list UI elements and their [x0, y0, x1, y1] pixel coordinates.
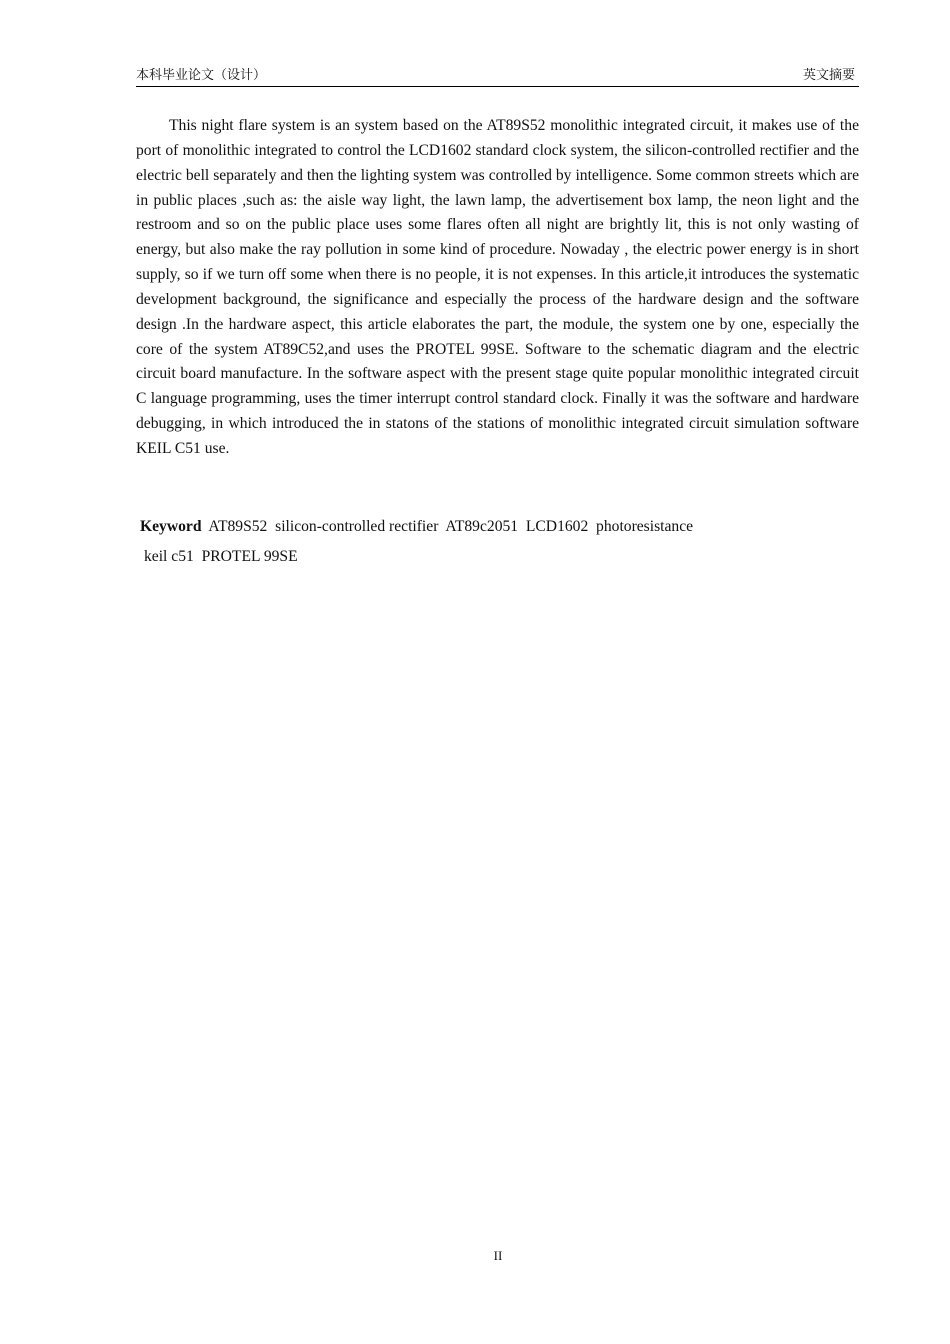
- page-header: [136, 66, 859, 87]
- keyword-list-2: keil c51 PROTEL 99SE: [144, 548, 298, 565]
- header-thesis-title: 本科毕业论文（设计）: [136, 68, 267, 83]
- keyword-list-1: AT89S52 silicon-controlled rectifier AT89c2051 LCD1602 photoresistance: [201, 518, 694, 535]
- keyword-line-1: [140, 512, 859, 542]
- page-number: II: [493, 1248, 503, 1263]
- keyword-section: [140, 512, 859, 572]
- keyword-label: Keyword: [140, 518, 202, 535]
- header-section-title: 英文摘要: [802, 68, 855, 83]
- abstract-paragraph: This night flare system is an system based on the AT89S52 monolithic integrated circuit, it makes use of the port of monolithic integrated to control the LCD1602 standard clock system, the silicon-controlled rectifier and the electric bell separately and then the lighting system was controlled by intelligence. Some common streets which are in public places ,such as: the aisle way light, the lawn lamp, the advertisement box lamp, the neon light and the restroom and so on the public place uses some flares often all night are brightly lit, this is not only wasting of energy, but also make the ray pollution in some kind of procedure. Nowaday , the electric power energy is in short supply, so if we turn off some when there is no people, it is not expenses. In this article,it introduces the systematic development background, the significance and especially the process of the hardware design and the software design .In the hardware aspect, this article elaborates the part, the module, the system one by one, especially the core of the system AT89C52,and uses the PROTEL 99SE. Software to the schematic diagram and the electric circuit board manufacture. In the software aspect with the present stage quite popular monolithic integrated circuit C language programming, uses the timer interrupt control standard clock. Finally it was the software and hardware debugging, in which introduced the in statons of the stations of monolithic integrated circuit simulation software KEIL C51 use.: [136, 117, 859, 457]
